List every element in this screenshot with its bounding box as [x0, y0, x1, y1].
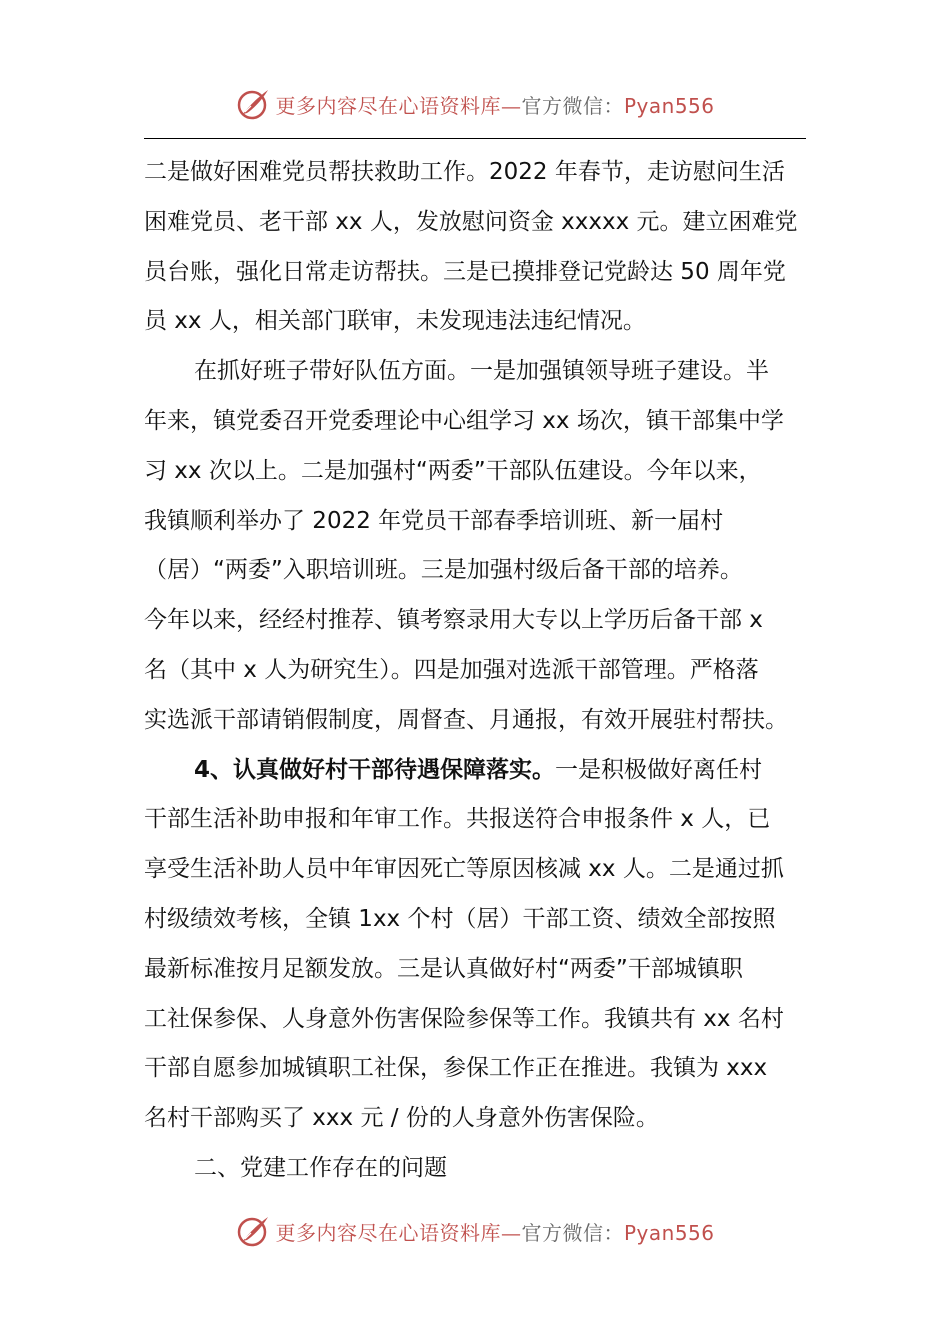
quill-pen-logo-icon	[235, 1213, 271, 1249]
section-heading-4: 4、认真做好村干部待遇保障落实。	[194, 756, 556, 783]
text-line: 名（其中 x 人为研究生）。四是加强对选派干部管理。严格落	[144, 656, 759, 683]
header-banner-dash: —	[500, 93, 522, 118]
text-line: （居）“两委”入职培训班。三是加强村级后备干部的培养。	[144, 557, 743, 584]
text-line: 实选派干部请销假制度，周督查、月通报，有效开展驻村帮扶。	[144, 706, 788, 733]
text-line: 困难党员、老干部 xx 人，发放慰问资金 xxxxx 元。建立困难党	[144, 208, 798, 235]
section-heading-2: 二、党建工作存在的问题	[194, 1154, 447, 1181]
footer-banner-text	[275, 1217, 714, 1246]
text-line: 最新标准按月足额发放。三是认真做好村“两委”干部城镇职	[144, 955, 743, 982]
header-divider	[144, 138, 806, 139]
text-line: 名村干部购买了 xxx 元 / 份的人身意外伤害保险。	[144, 1105, 659, 1132]
header-banner-wechat-label: 官方微信：	[521, 93, 624, 118]
text-line: 享受生活补助人员中年审因死亡等原因核减 xx 人。二是通过抓	[144, 856, 784, 883]
text-line: 我镇顺利举办了 2022 年党员干部春季培训班、新一届村	[144, 507, 724, 534]
quill-pen-logo-icon	[235, 86, 271, 122]
footer-banner-wechat-label: 官方微信：	[521, 1220, 624, 1245]
text-line-rest: 一是积极做好离任村	[555, 756, 763, 783]
header-banner	[0, 84, 950, 124]
text-line: 今年以来，经经村推荐、镇考察录用大专以上学历后备干部 x	[144, 607, 763, 634]
footer-banner-wechat-id: Pyan556	[623, 1220, 715, 1245]
text-line: 干部生活补助申报和年审工作。共报送符合申报条件 x 人，已	[144, 806, 771, 833]
footer-banner-dash: —	[500, 1220, 522, 1245]
footer-banner	[0, 1211, 950, 1251]
text-line: 村级绩效考核，全镇 1xx 个村（居）干部工资、绩效全部按照	[144, 905, 776, 932]
header-banner-main: 更多内容尽在心语资料库	[275, 93, 501, 118]
paragraph-start-line: 在抓好班子带好队伍方面。一是加强镇领导班子建设。半	[194, 358, 769, 385]
text-line: 员 xx 人，相关部门联审，未发现违法违纪情况。	[144, 308, 646, 335]
text-line: 干部自愿参加城镇职工社保，参保工作正在推进。我镇为 xxx	[144, 1055, 768, 1082]
footer-banner-main: 更多内容尽在心语资料库	[275, 1220, 501, 1245]
header-banner-text	[275, 90, 714, 119]
text-line: 员台账，强化日常走访帮扶。三是已摸排登记党龄达 50 周年党	[144, 258, 786, 285]
header-banner-wechat-id: Pyan556	[623, 93, 715, 118]
text-line: 习 xx 次以上。二是加强村“两委”干部队伍建设。今年以来，	[144, 457, 762, 484]
document-body	[144, 148, 806, 1194]
text-line: 工社保参保、人身意外伤害保险参保等工作。我镇共有 xx 名村	[144, 1005, 784, 1032]
paragraph-start-line	[144, 746, 806, 796]
text-line: 二是做好困难党员帮扶救助工作。2022 年春节，走访慰问生活	[144, 159, 785, 185]
text-line: 年来，镇党委召开党委理论中心组学习 xx 场次，镇干部集中学	[144, 407, 784, 434]
